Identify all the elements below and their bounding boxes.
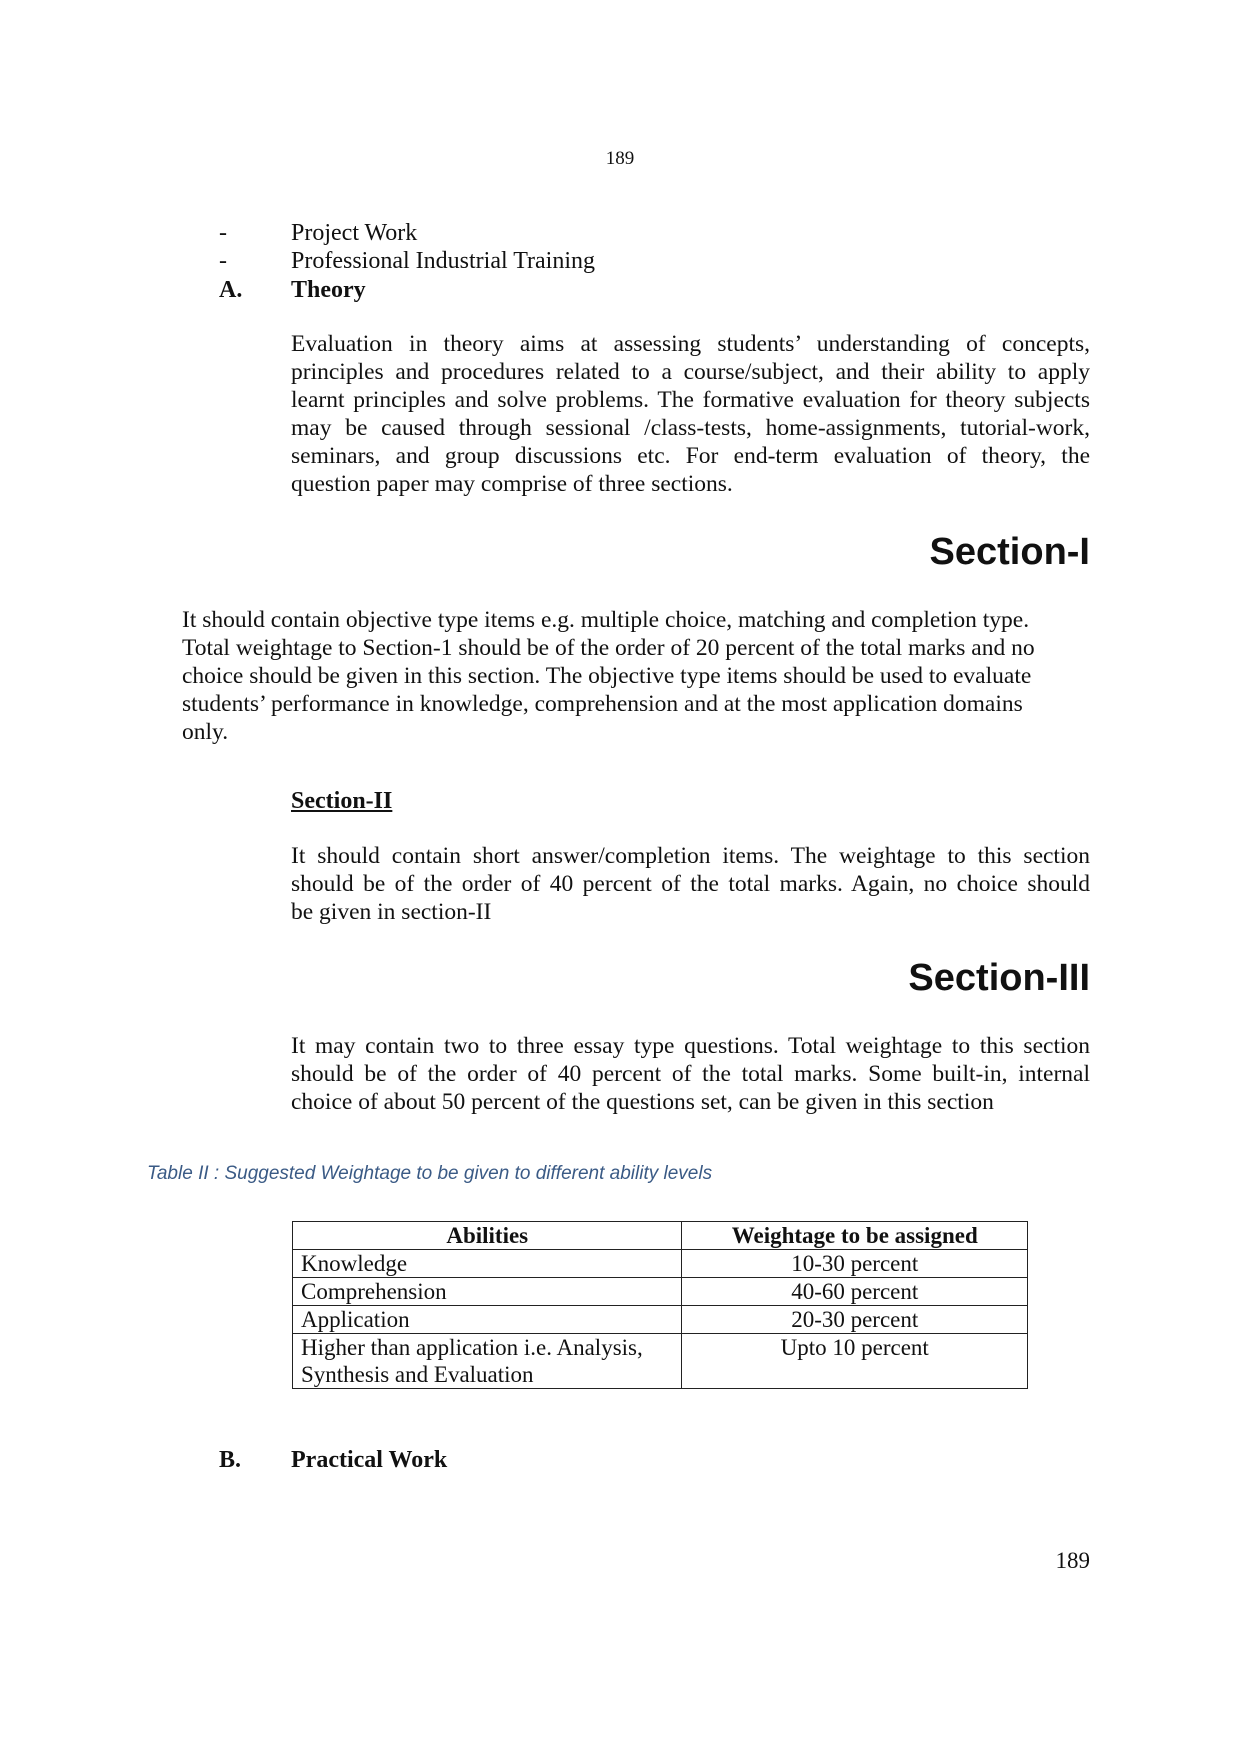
theory-paragraph	[291, 330, 1090, 498]
section-a-title: Theory	[291, 277, 366, 303]
section-1-heading: Section-I	[929, 531, 1090, 573]
table-row	[293, 1334, 1028, 1389]
table-row	[293, 1278, 1028, 1306]
ability-cell: Knowledge	[293, 1250, 682, 1278]
section-2-line: be given in section-II	[291, 899, 492, 925]
bullet-project-work: Project Work	[291, 220, 418, 246]
weightage-cell: 20-30 percent	[682, 1306, 1028, 1334]
ability-cell: Comprehension	[293, 1278, 682, 1306]
section-2-heading: Section-II	[291, 788, 393, 814]
section-2-line: should be of the order of 40 percent of the total marks. Again, no choice should	[291, 871, 1090, 897]
table-row	[293, 1250, 1028, 1278]
theory-line: Evaluation in theory aims at assessing students’ understanding of concepts,	[291, 331, 1090, 357]
section-2-paragraph	[291, 842, 1090, 926]
header-abilities: Abilities	[293, 1222, 682, 1250]
section-b-title: Practical Work	[291, 1447, 448, 1473]
weightage-cell: Upto 10 percent	[682, 1334, 1028, 1389]
bullet-marker: -	[219, 220, 227, 246]
weightage-table	[292, 1221, 1028, 1389]
section-a-marker: A.	[219, 277, 243, 303]
section-1-line: choice should be given in this section. The objective type items should be used to evaluate	[182, 663, 1032, 689]
ability-cell-line: Synthesis and Evaluation	[301, 1362, 534, 1387]
page-number-top: 189	[605, 148, 635, 169]
theory-line: principles and procedures related to a course/subject, and their ability to apply	[291, 359, 1090, 385]
section-1-line: It should contain objective type items e.g. multiple choice, matching and completion type.	[182, 607, 1030, 633]
theory-line: seminars, and group discussions etc. For end-term evaluation of theory, the	[291, 443, 1090, 469]
table-header-row	[293, 1222, 1028, 1250]
section-3-line: It may contain two to three essay type questions. Total weightage to this section	[291, 1033, 1090, 1059]
section-1-line: students’ performance in knowledge, comprehension and at the most application domains	[182, 691, 1023, 717]
weightage-cell: 10-30 percent	[682, 1250, 1028, 1278]
weightage-cell: 40-60 percent	[682, 1278, 1028, 1306]
ability-cell: Application	[293, 1306, 682, 1334]
section-1-line: only.	[182, 719, 229, 745]
bullet-industrial-training: Professional Industrial Training	[291, 248, 595, 274]
section-3-paragraph	[291, 1032, 1090, 1116]
theory-line: may be caused through sessional /class-tests, home-assignments, tutorial-work,	[291, 415, 1090, 441]
section-1-paragraph	[182, 606, 1062, 746]
section-3-line: should be of the order of 40 percent of the total marks. Some built-in, internal	[291, 1061, 1090, 1087]
section-1-line: Total weightage to Section-1 should be of the order of 20 percent of the total marks and no	[182, 635, 1035, 661]
ability-cell	[293, 1334, 682, 1389]
table-caption: Table II : Suggested Weightage to be given to different ability levels	[147, 1163, 713, 1184]
bullet-marker: -	[219, 248, 227, 274]
section-2-line: It should contain short answer/completion items. The weightage to this section	[291, 843, 1090, 869]
page-number-bottom: 189	[1055, 1548, 1090, 1573]
section-3-heading: Section-III	[908, 957, 1090, 999]
header-weightage: Weightage to be assigned	[682, 1222, 1028, 1250]
section-3-line: choice of about 50 percent of the questions set, can be given in this section	[291, 1089, 994, 1115]
theory-line: learnt principles and solve problems. The formative evaluation for theory subjects	[291, 387, 1090, 413]
ability-cell-line: Higher than application i.e. Analysis,	[301, 1335, 643, 1360]
table-row	[293, 1306, 1028, 1334]
theory-line: question paper may comprise of three sections.	[291, 471, 733, 497]
section-b-marker: B.	[219, 1447, 242, 1473]
